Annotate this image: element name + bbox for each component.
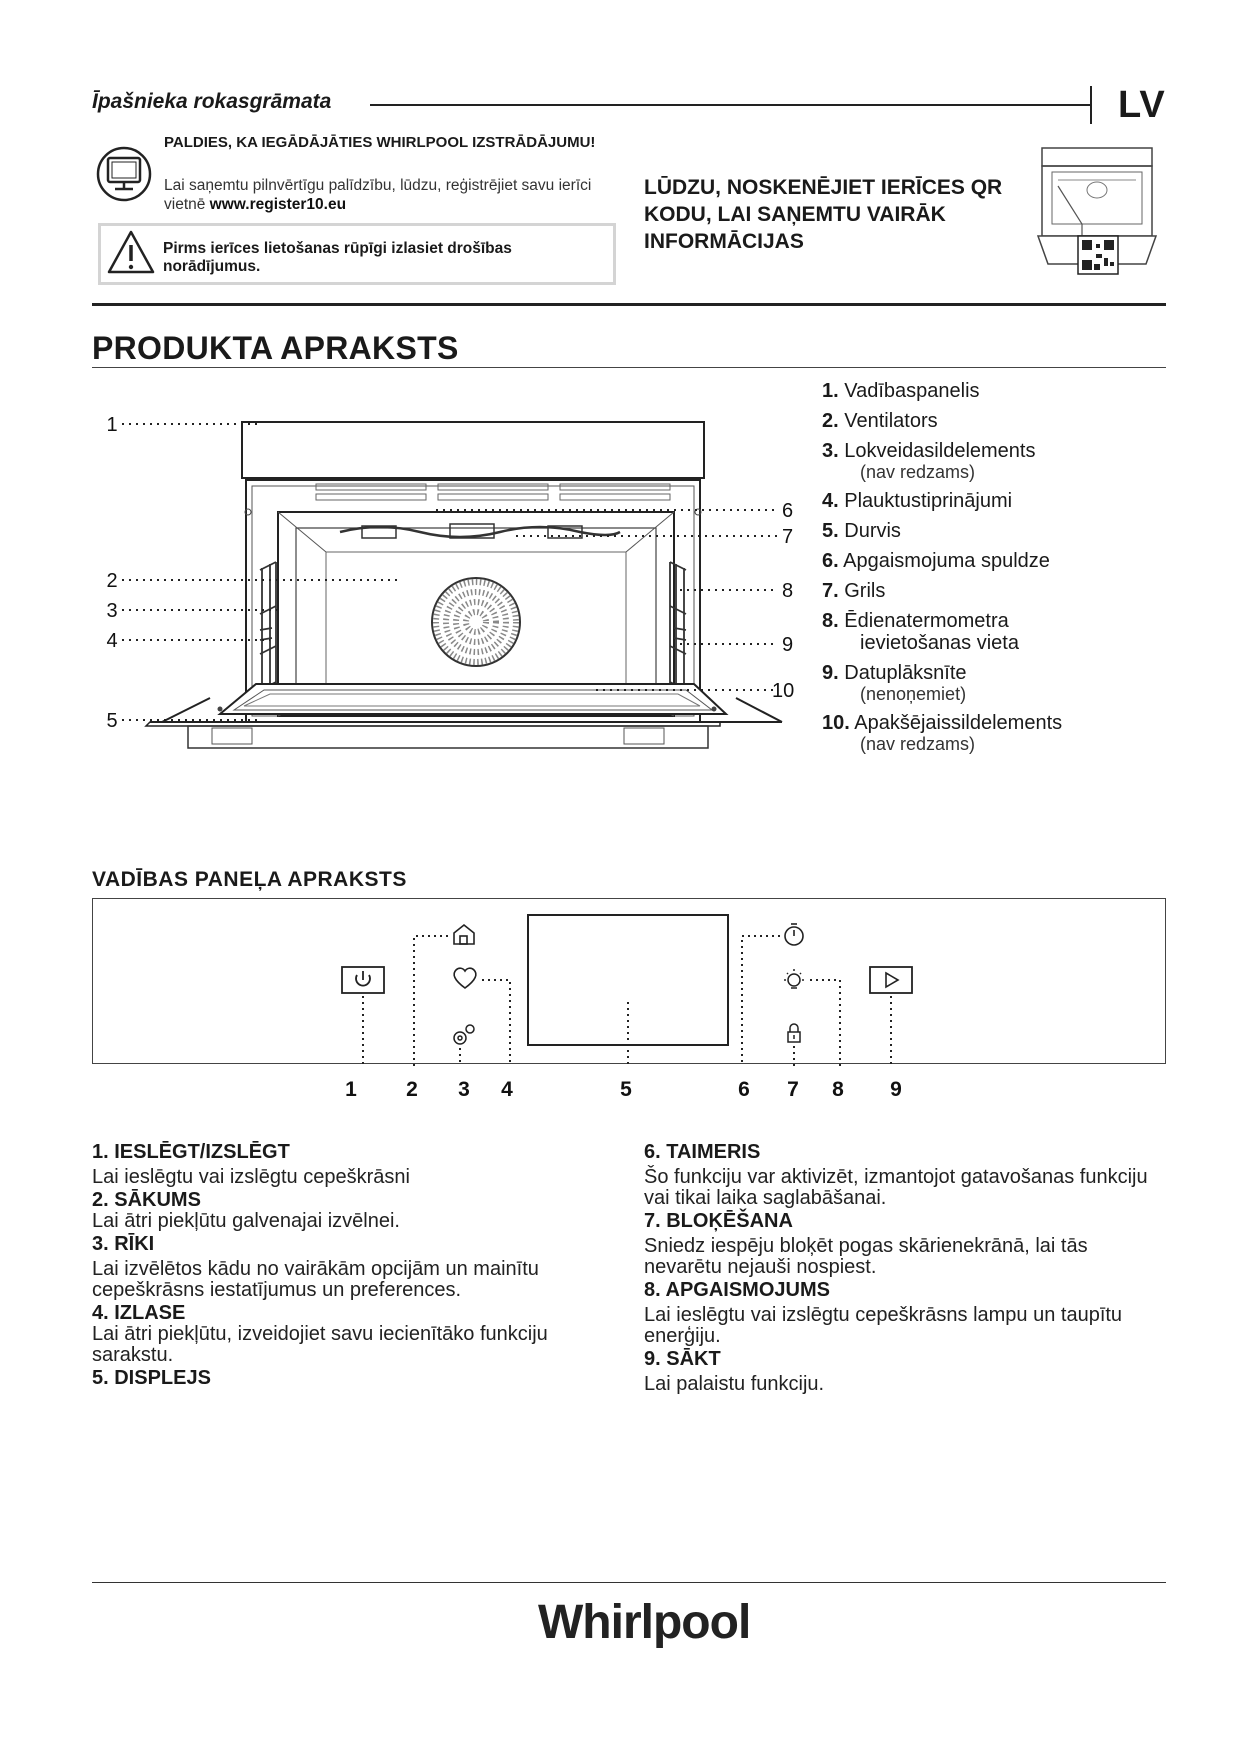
diagram-label-2: 2: [106, 570, 118, 592]
thanks-heading: PALDIES, KA IEGĀDĀJĀTIES WHIRLPOOL IZSTRĀDĀJUMU!: [164, 134, 596, 151]
function-desc: Lai ātri piekļūtu, izveidojiet savu iecienītāko funkciju sarakstu.: [92, 1323, 548, 1366]
header-rule: [370, 104, 1090, 106]
panel-number-9: 9: [890, 1078, 902, 1101]
timer-icon: [785, 924, 803, 945]
diagram-label-4: 4: [106, 630, 118, 652]
function-title: 8. APGAISMOJUMS: [644, 1279, 830, 1301]
diagram-label-8: 8: [782, 580, 794, 602]
diagram-label-5: 5: [106, 710, 118, 732]
panel-number-1: 1: [345, 1078, 357, 1101]
section-rule: [92, 303, 1166, 306]
function-title: 7. BLOĶĒŠANA: [644, 1210, 793, 1232]
panel-number-7: 7: [787, 1078, 799, 1101]
legend-item: 10. Apakšējaissildelements (nav redzams): [822, 712, 1063, 754]
legend-item: 3. Lokveidasildelements (nav redzams): [822, 440, 1036, 482]
legend-item: 7. Grils: [822, 580, 886, 602]
function-desc: Lai ieslēgtu vai izslēgtu cepeškrāsns lampu un taupītu enerģiju.: [644, 1304, 1123, 1347]
register-text: Lai saņemtu pilnvērtīgu palīdzību, lūdzu, reģistrējiet savu ierīci vietnē www.register10.eu: [164, 177, 592, 213]
play-icon: [870, 967, 912, 993]
panel-number-6: 6: [738, 1078, 750, 1101]
control-panel-diagram: [92, 898, 1166, 1108]
function-title: 5. DISPLEJS: [92, 1367, 211, 1389]
function-title: 4. IZLASE: [92, 1302, 186, 1324]
function-desc: Lai palaistu funkciju.: [644, 1373, 825, 1395]
legend-item: 2. Ventilators: [822, 410, 938, 432]
product-legend: [822, 380, 1182, 762]
computer-icon: [96, 146, 152, 202]
display-screen: [528, 915, 728, 1045]
power-icon: [342, 967, 384, 993]
diagram-label-6: 6: [782, 500, 794, 522]
legend-item: 8. Ēdienatermometra ievietošanas vieta: [822, 610, 1019, 654]
functions-left-column: [92, 1140, 612, 1389]
panel-number-8: 8: [832, 1078, 844, 1101]
function-title: 3. RĪKI: [92, 1233, 155, 1255]
diagram-label-3: 3: [106, 600, 118, 622]
diagram-label-7: 7: [782, 526, 794, 548]
function-title: 9. SĀKT: [644, 1348, 721, 1370]
panel-title: VADĪBAS PANEĻA APRAKSTS: [92, 868, 407, 891]
function-title: 6. TAIMERIS: [644, 1141, 761, 1163]
legend-item: 9. Datuplāksnīte (nenoņemiet): [822, 662, 967, 704]
functions-right-column: [644, 1140, 1164, 1395]
function-desc: Lai izvēlētos kādu no vairākām opcijām un mainītu cepeškrāsns iestatījumus un preferences.: [92, 1258, 539, 1301]
legend-item: 6. Apgaismojuma spuldze: [822, 550, 1050, 572]
legend-item: 5. Durvis: [822, 520, 901, 542]
title-underline: [92, 367, 1166, 368]
lock-icon: [788, 1024, 800, 1042]
home-icon: [454, 925, 474, 944]
oven-qr-illustration: [1018, 146, 1168, 276]
panel-number-2: 2: [406, 1078, 418, 1101]
manual-title: Īpašnieka rokasgrāmata: [92, 90, 332, 113]
header-divider: [1090, 86, 1092, 124]
footer-rule: [92, 1582, 1166, 1583]
function-title: 2. SĀKUMS: [92, 1189, 201, 1211]
function-desc: Šo funkciju var aktivizēt, izmantojot gatavošanas funkciju vai tikai laika saglabāšanai.: [644, 1166, 1148, 1209]
panel-number-4: 4: [501, 1078, 513, 1101]
safety-warning-text: Pirms ierīces lietošanas rūpīgi izlasiet drošības norādījumus.: [163, 240, 512, 275]
warning-icon: [106, 229, 156, 275]
panel-number-3: 3: [458, 1078, 470, 1101]
oven-diagram: [100, 400, 800, 840]
light-icon: [784, 969, 804, 988]
diagram-label-10: 10: [772, 680, 795, 702]
function-desc: Lai ātri piekļūtu galvenajai izvēlnei.: [92, 1210, 400, 1232]
function-desc: Lai ieslēgtu vai izslēgtu cepeškrāsni: [92, 1166, 410, 1188]
qr-instruction: LŪDZU, NOSKENĒJIET IERĪCES QR KODU, LAI SAŅEMTU VAIRĀK INFORMĀCIJAS: [644, 176, 1003, 253]
function-title: 1. IESLĒGT/IZSLĒGT: [92, 1141, 290, 1163]
heart-icon: [454, 968, 476, 988]
diagram-label-1: 1: [106, 414, 118, 436]
register-link[interactable]: www.register10.eu: [209, 196, 347, 213]
diagram-label-9: 9: [782, 634, 794, 656]
panel-number-5: 5: [620, 1078, 632, 1101]
function-desc: Sniedz iespēju bloķēt pogas skārienekrānā, lai tās nevarētu nejauši nospiest.: [644, 1235, 1088, 1278]
whirlpool-logo: Whirlpool: [538, 1596, 751, 1649]
legend-item: 4. Plauktustiprinājumi: [822, 490, 1013, 512]
tools-icon: [454, 1025, 474, 1044]
legend-item: 1. Vadībaspanelis: [822, 380, 980, 402]
product-title: PRODUKTA APRAKSTS: [92, 330, 459, 366]
language-code: LV: [1118, 84, 1166, 126]
